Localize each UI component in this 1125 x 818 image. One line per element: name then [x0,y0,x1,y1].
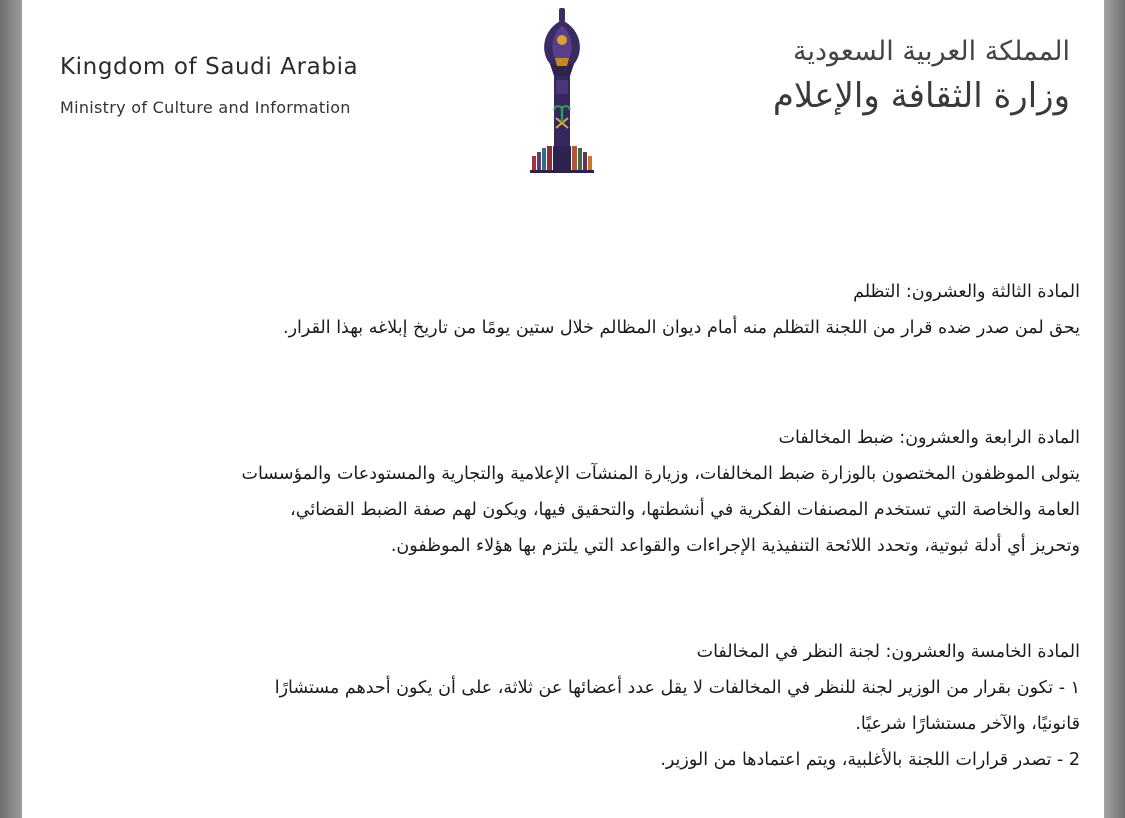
article-heading: المادة الخامسة والعشرون: لجنة النظر في المخالفات [696,642,1080,662]
article-24 [80,420,1080,564]
article-line: قانونيًا، والآخر مستشارًا شرعيًا. [855,714,1080,734]
arabic-title: المملكة العربية السعودية [792,36,1070,67]
page-left-edge [0,0,22,818]
arabic-subtitle: وزارة الثقافة والإعلام [772,76,1070,117]
article-line: يحق لمن صدر ضده قرار من اللجنة التظلم منه أمام ديوان المظالم خلال ستين يومًا من تاريخ إبلاغه بهذا القرار. [283,318,1080,338]
english-subtitle: Ministry of Culture and Information [60,98,351,117]
page-right-edge [1104,0,1125,818]
arabic-letterhead [773,36,1070,117]
article-23 [80,274,1080,346]
article-heading: المادة الثالثة والعشرون: التظلم [853,282,1080,302]
article-line: ١ - تكون بقرار من الوزير لجنة للنظر في المخالفات لا يقل عدد أعضائها عن ثلاثة، على أن يكون أحدهم مستشارًا [274,678,1080,698]
english-title: Kingdom of Saudi Arabia [60,54,359,80]
document-page [22,0,1104,818]
article-line: يتولى الموظفون المختصون بالوزارة ضبط المخالفات، وزيارة المنشآت الإعلامية والتجارية والمستودعات والمؤسسات [241,464,1080,484]
article-line: العامة والخاصة التي تستخدم المصنفات الفكرية في أنشطتها، والتحقيق فيها، ويكون لهم صفة الضبط القضائي، [290,500,1080,520]
article-line: وتحريز أي أدلة ثبوتية، وتحدد اللائحة التنفيذية الإجراءات والقواعد التي يلتزم بها هؤلاء الموظفون. [390,536,1080,556]
article-25 [80,634,1080,778]
ministry-emblem-icon [522,6,602,174]
english-letterhead [60,56,358,116]
article-line: 2 - تصدر قرارات اللجنة بالأغلبية، ويتم اعتمادها من الوزير. [660,750,1080,770]
article-heading: المادة الرابعة والعشرون: ضبط المخالفات [778,428,1080,448]
